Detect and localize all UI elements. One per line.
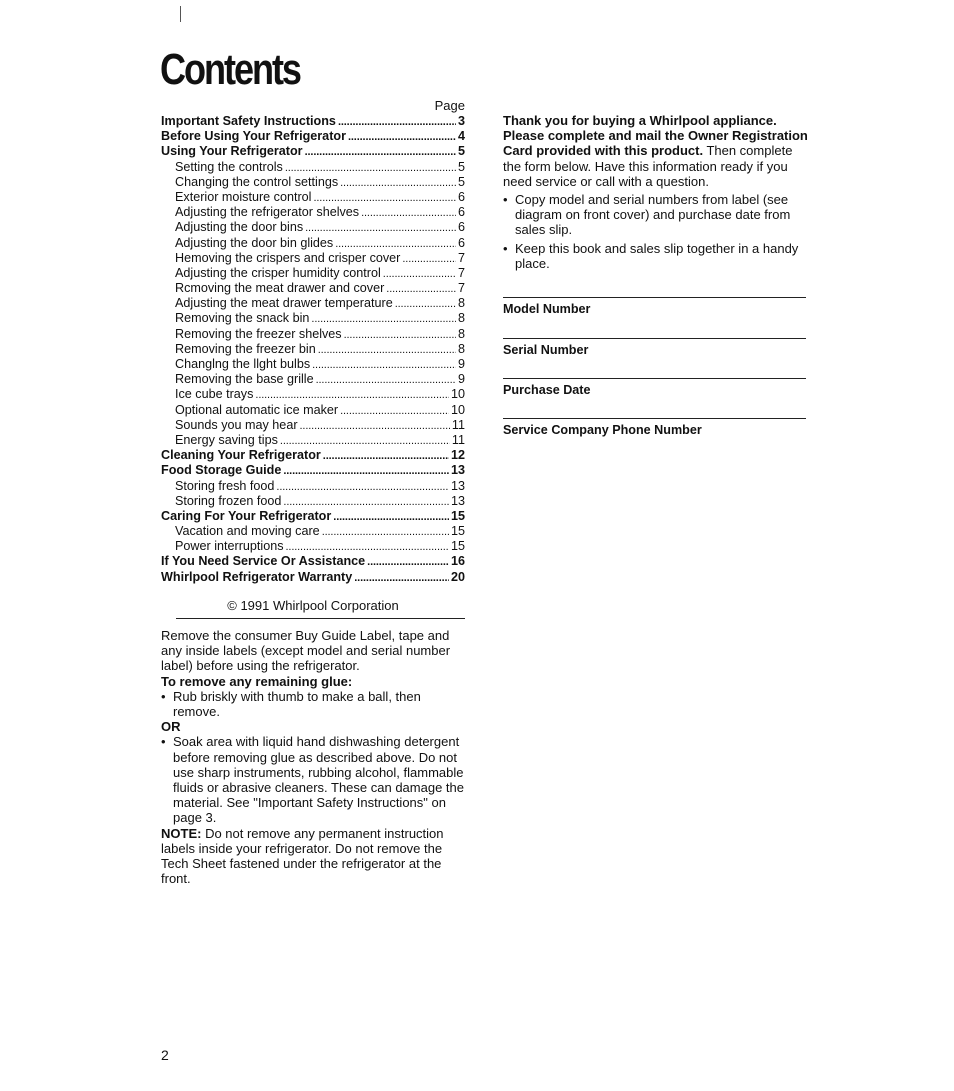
serial-number-field[interactable]: [503, 338, 806, 357]
thank-you-bold: Thank you for buying a Whirlpool appliance. Please complete and mail the Owner Registration Card provided with this product.: [503, 113, 808, 159]
toc-entry-page: 5: [457, 144, 465, 159]
toc-entry[interactable]: [161, 448, 465, 463]
toc-entry-page: 7: [457, 281, 465, 296]
toc-entry-page: 7: [457, 250, 465, 265]
toc-entry[interactable]: [161, 296, 465, 311]
toc-leader-dots: [340, 403, 449, 419]
toc-entry[interactable]: [161, 357, 465, 372]
toc-entry[interactable]: [161, 463, 465, 478]
toc-entry-page: 13: [450, 493, 465, 508]
toc-entry-page: 9: [457, 372, 465, 387]
bullet-icon: •: [161, 734, 166, 750]
page-title: Contents: [160, 45, 300, 94]
toc-entry[interactable]: [161, 266, 465, 281]
toc-entry-label: Energy saving tips: [175, 432, 278, 447]
toc-entry-label: Vacation and moving care: [175, 524, 320, 539]
toc-leader-dots: [313, 190, 456, 206]
toc-leader-dots: [285, 160, 456, 176]
purchase-date-field[interactable]: [503, 378, 806, 397]
toc-entry[interactable]: [161, 387, 465, 402]
registration-bullet-1-text: Copy model and serial numbers from label (see diagram on front cover) and purchase date from sales slip.: [515, 192, 791, 238]
toc-entry[interactable]: [161, 236, 465, 251]
toc-leader-dots: [333, 509, 449, 525]
toc-entry[interactable]: [161, 129, 465, 144]
toc-entry-page: 7: [457, 265, 465, 280]
toc-entry-page: 6: [457, 189, 465, 204]
toc-list: [161, 114, 465, 585]
toc-entry-page: 4: [457, 129, 465, 144]
toc-entry-label: Removing the base grille: [175, 372, 314, 387]
registration-info: [503, 113, 809, 271]
toc-entry-page: 5: [457, 159, 465, 174]
glue-bullet-2: [161, 734, 469, 825]
glue-heading: To remove any remaining glue:: [161, 673, 353, 689]
bullet-icon: •: [503, 192, 508, 208]
toc-entry-page: 8: [457, 341, 465, 356]
toc-entry-label: Removing the freezer bin: [175, 341, 316, 356]
toc-entry[interactable]: [161, 418, 465, 433]
toc-entry[interactable]: [161, 539, 465, 554]
service-phone-field[interactable]: [503, 418, 806, 437]
toc-entry[interactable]: [161, 509, 465, 524]
toc-leader-dots: [305, 220, 456, 236]
toc-leader-dots: [354, 570, 449, 586]
toc-entry-label: Important Safety Instructions: [161, 114, 336, 128]
toc-leader-dots: [255, 387, 449, 403]
toc-entry-label: Setting the controls: [175, 159, 283, 174]
registration-bullet-1: [503, 192, 809, 238]
toc-leader-dots: [402, 251, 456, 267]
margin-tick-mark: [180, 6, 181, 22]
toc-leader-dots: [386, 281, 456, 297]
toc-entry[interactable]: [161, 524, 465, 539]
toc-entry-label: Storing fresh food: [175, 478, 275, 493]
glue-intro: Remove the consumer Buy Guide Label, tape and any inside labels (except model and serial number label) before using the refrigerator.: [161, 628, 451, 674]
copyright-notice: © 1991 Whirlpool Corporation: [227, 598, 399, 613]
table-of-contents: [161, 98, 465, 585]
toc-entry[interactable]: [161, 175, 465, 190]
toc-leader-dots: [300, 418, 450, 434]
toc-leader-dots: [338, 114, 456, 130]
toc-leader-dots: [312, 357, 456, 373]
toc-entry-label: Before Using Your Refrigerator: [161, 129, 346, 144]
toc-entry-page: 3: [457, 114, 465, 128]
toc-entry-page: 15: [450, 539, 465, 554]
toc-leader-dots: [395, 296, 456, 312]
toc-entry-label: Storing frozen food: [175, 493, 282, 508]
toc-entry-label: Adjusting the door bins: [175, 220, 304, 235]
toc-entry-page: 8: [457, 296, 465, 311]
toc-entry-label: Removing the snack bin: [175, 311, 310, 326]
or-label: OR: [161, 719, 181, 735]
toc-entry[interactable]: [161, 144, 465, 159]
divider-rule: [176, 618, 465, 619]
toc-entry-page: 10: [450, 402, 465, 417]
toc-leader-dots: [383, 266, 456, 282]
toc-entry-page: 13: [450, 478, 465, 493]
toc-entry-label: Sounds you may hear: [175, 417, 298, 432]
toc-entry-label: Optional automatic ice maker: [175, 402, 339, 417]
thank-you-text: Then complete the form below. Have this information ready if you need service or call with a question.: [503, 143, 793, 189]
glue-note: [161, 826, 469, 887]
toc-entry-label: Food Storage Guide: [161, 463, 282, 478]
toc-entry[interactable]: [161, 220, 465, 235]
toc-entry-page: 20: [450, 569, 465, 584]
toc-entry-page: 13: [450, 463, 465, 478]
bullet-icon: •: [161, 688, 166, 704]
toc-leader-dots: [305, 144, 456, 160]
toc-entry[interactable]: [161, 281, 465, 296]
service-phone-label: Service Company Phone Number: [503, 423, 702, 437]
glue-bullet-1: [161, 689, 469, 719]
toc-leader-dots: [316, 372, 456, 388]
note-label: NOTE:: [161, 825, 202, 841]
toc-entry-page: 8: [457, 311, 465, 326]
toc-entry-page: 12: [450, 448, 465, 463]
registration-bullet-2: [503, 241, 809, 271]
toc-entry[interactable]: [161, 114, 465, 129]
toc-entry-label: Caring For Your Refrigerator: [161, 508, 332, 523]
page-number: 2: [161, 1047, 169, 1063]
toc-entry-label: Ice cube trays: [175, 387, 254, 402]
toc-leader-dots: [276, 479, 449, 495]
toc-entry-label: Exterior moisture control: [175, 189, 312, 204]
registration-bullet-2-text: Keep this book and sales slip together in a handy place.: [515, 240, 799, 271]
note-text: Do not remove any permanent instruction labels inside your refrigerator. Do not remove the Tech Sheet fastened under the refrigerator at the front.: [161, 825, 444, 887]
toc-entry-label: If You Need Service Or Assistance: [161, 554, 366, 569]
toc-entry-page: 6: [457, 220, 465, 235]
toc-leader-dots: [318, 342, 456, 358]
toc-entry-label: Power interruptions: [175, 539, 284, 554]
toc-leader-dots: [323, 448, 449, 464]
toc-entry-label: Cleaning Your Refrigerator: [161, 448, 321, 463]
toc-entry-label: Changlng the llght bulbs: [175, 357, 311, 371]
glue-bullet-1-text: Rub briskly with thumb to make a ball, then remove.: [173, 688, 421, 720]
toc-entry-page: 10: [450, 387, 465, 402]
toc-entry[interactable]: [161, 372, 465, 387]
toc-entry[interactable]: [161, 311, 465, 326]
toc-entry-label: Removing the freezer shelves: [175, 326, 342, 341]
toc-entry-page: 11: [451, 432, 465, 447]
toc-leader-dots: [286, 539, 449, 555]
toc-entry-label: Hemoving the crispers and crisper cover: [175, 250, 401, 265]
toc-entry[interactable]: [161, 205, 465, 220]
toc-entry[interactable]: [161, 403, 465, 418]
toc-entry-page: 5: [457, 174, 465, 189]
toc-leader-dots: [344, 327, 456, 343]
toc-entry[interactable]: [161, 342, 465, 357]
toc-leader-dots: [322, 524, 449, 540]
toc-leader-dots: [367, 554, 449, 570]
toc-entry-page: 16: [450, 554, 465, 569]
toc-entry[interactable]: [161, 570, 465, 585]
toc-entry[interactable]: [161, 494, 465, 509]
toc-entry[interactable]: [161, 190, 465, 205]
toc-leader-dots: [348, 129, 456, 145]
bullet-icon: •: [503, 240, 508, 256]
toc-entry-label: Adjusting the meat drawer temperature: [175, 296, 393, 311]
toc-leader-dots: [280, 433, 450, 449]
toc-entry-page: 6: [457, 235, 465, 250]
glue-removal-instructions: [161, 628, 469, 886]
toc-entry-page: 11: [451, 417, 465, 432]
toc-leader-dots: [283, 494, 449, 510]
glue-bullet-2-text: Soak area with liquid hand dishwashing detergent before removing glue as described above. Do not use sharp instruments, rubbing alcohol, flammable fluids or abrasive cleaners. These can damage the material. See "Important Safety Instructions" on page 3.: [173, 734, 464, 826]
toc-entry[interactable]: [161, 327, 465, 342]
toc-entry-page: 15: [450, 524, 465, 539]
toc-entry-label: Whirlpool Refrigerator Warranty: [161, 569, 353, 584]
toc-entry-page: 6: [457, 205, 465, 220]
toc-entry[interactable]: [161, 479, 465, 494]
toc-entry[interactable]: [161, 251, 465, 266]
toc-leader-dots: [335, 236, 456, 252]
toc-entry-label: Using Your Refrigerator: [161, 144, 303, 159]
model-number-label: Model Number: [503, 302, 591, 316]
toc-entry-page: 15: [450, 508, 465, 523]
toc-entry-label: Rcmoving the meat drawer and cover: [175, 281, 385, 296]
toc-page-header: Page: [434, 98, 465, 113]
toc-leader-dots: [361, 205, 456, 221]
thank-you-paragraph: [503, 113, 809, 189]
toc-leader-dots: [340, 175, 456, 191]
toc-entry-page: 8: [457, 326, 465, 341]
model-number-field[interactable]: [503, 297, 806, 316]
toc-entry[interactable]: [161, 433, 465, 448]
serial-number-label: Serial Number: [503, 343, 589, 357]
purchase-date-label: Purchase Date: [503, 383, 591, 397]
toc-entry-label: Adjusting the crisper humidity control: [175, 265, 381, 280]
toc-entry-label: Changing the control settings: [175, 174, 339, 189]
toc-entry[interactable]: [161, 160, 465, 175]
toc-leader-dots: [311, 311, 456, 327]
toc-entry-page: 9: [457, 357, 465, 371]
toc-leader-dots: [283, 463, 449, 479]
toc-entry-label: Adjusting the door bin glides: [175, 235, 334, 250]
toc-entry-label: Adjusting the refrigerator shelves: [175, 205, 360, 220]
toc-entry[interactable]: [161, 554, 465, 569]
